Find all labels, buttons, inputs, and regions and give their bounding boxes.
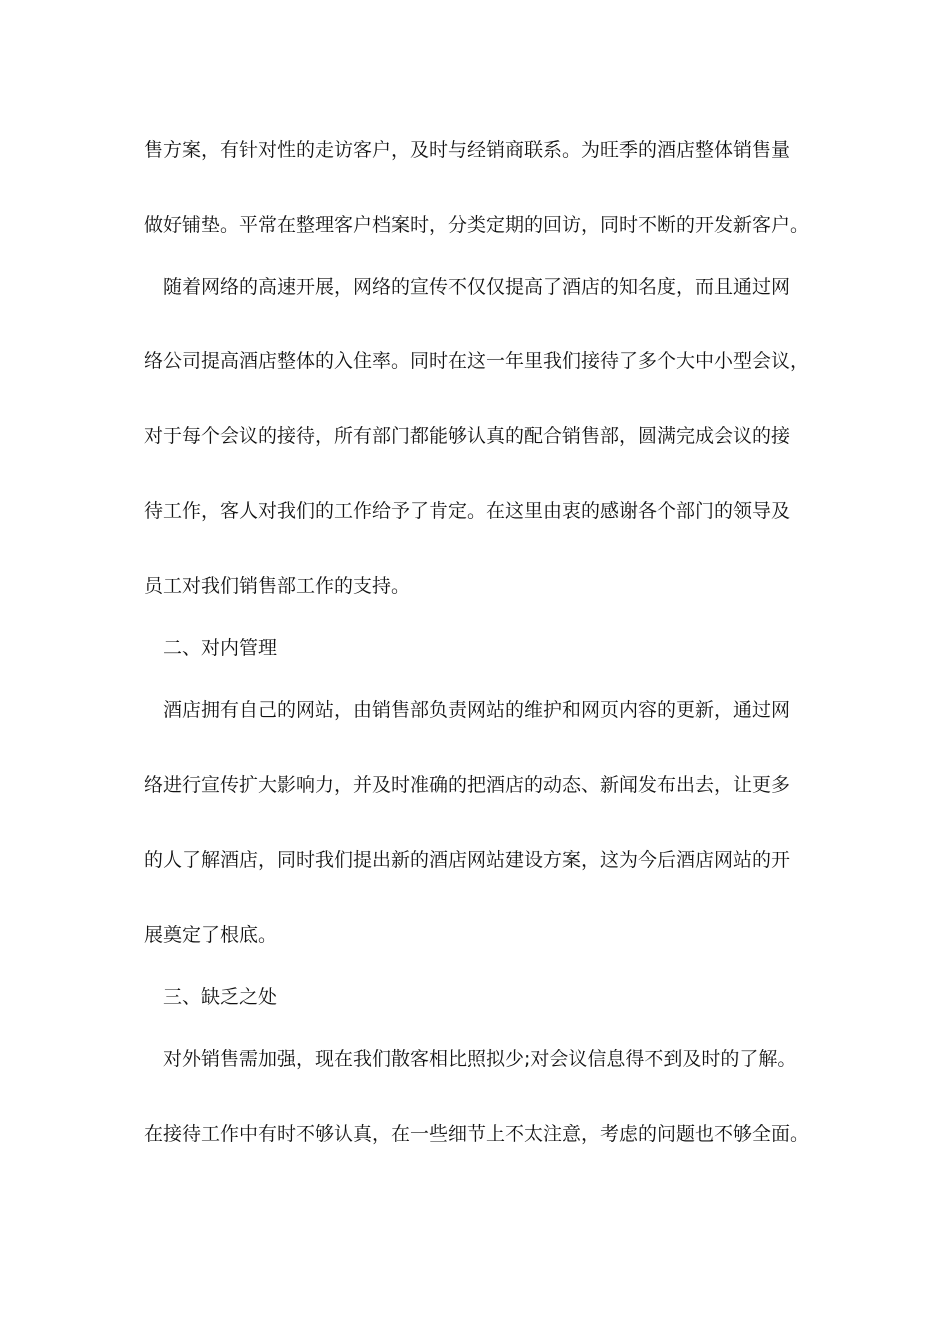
paragraph-line: 售方案，有针对性的走访客户，及时与经销商联系。为旺季的酒店整体销售量 [144,139,791,161]
paragraph-line: 在接待工作中有时不够认真，在一些细节上不太注意，考虑的问题也不够全面。 [144,1123,810,1145]
paragraph-line: 展奠定了根底。 [144,924,278,946]
paragraph-line: 络进行宣传扩大影响力，并及时准确的把酒店的动态、新闻发布出去，让更多 [144,774,791,796]
paragraph-line: 酒店拥有自己的网站，由销售部负责网站的维护和网页内容的更新，通过网 [163,699,791,721]
section-heading: 三、缺乏之处 [163,986,278,1008]
paragraph-line: 络公司提高酒店整体的入住率。同时在这一年里我们接待了多个大中小型会议， [144,350,810,372]
paragraph-line: 对外销售需加强，现在我们散客相比照拟少;对会议信息得不到及时的了解。 [163,1048,797,1070]
paragraph-line: 的人了解酒店，同时我们提出新的酒店网站建设方案，这为今后酒店网站的开 [144,849,791,871]
section-heading: 二、对内管理 [163,637,278,659]
paragraph-line: 员工对我们销售部工作的支持。 [144,575,411,597]
paragraph-line: 对于每个会议的接待，所有部门都能够认真的配合销售部，圆满完成会议的接 [144,425,791,447]
paragraph-line: 随着网络的高速开展，网络的宣传不仅仅提高了酒店的知名度，而且通过网 [163,276,791,298]
paragraph-line: 待工作，客人对我们的工作给予了肯定。在这里由衷的感谢各个部门的领导及 [144,500,791,522]
paragraph-line: 做好铺垫。平常在整理客户档案时，分类定期的回访，同时不断的开发新客户。 [144,214,810,236]
